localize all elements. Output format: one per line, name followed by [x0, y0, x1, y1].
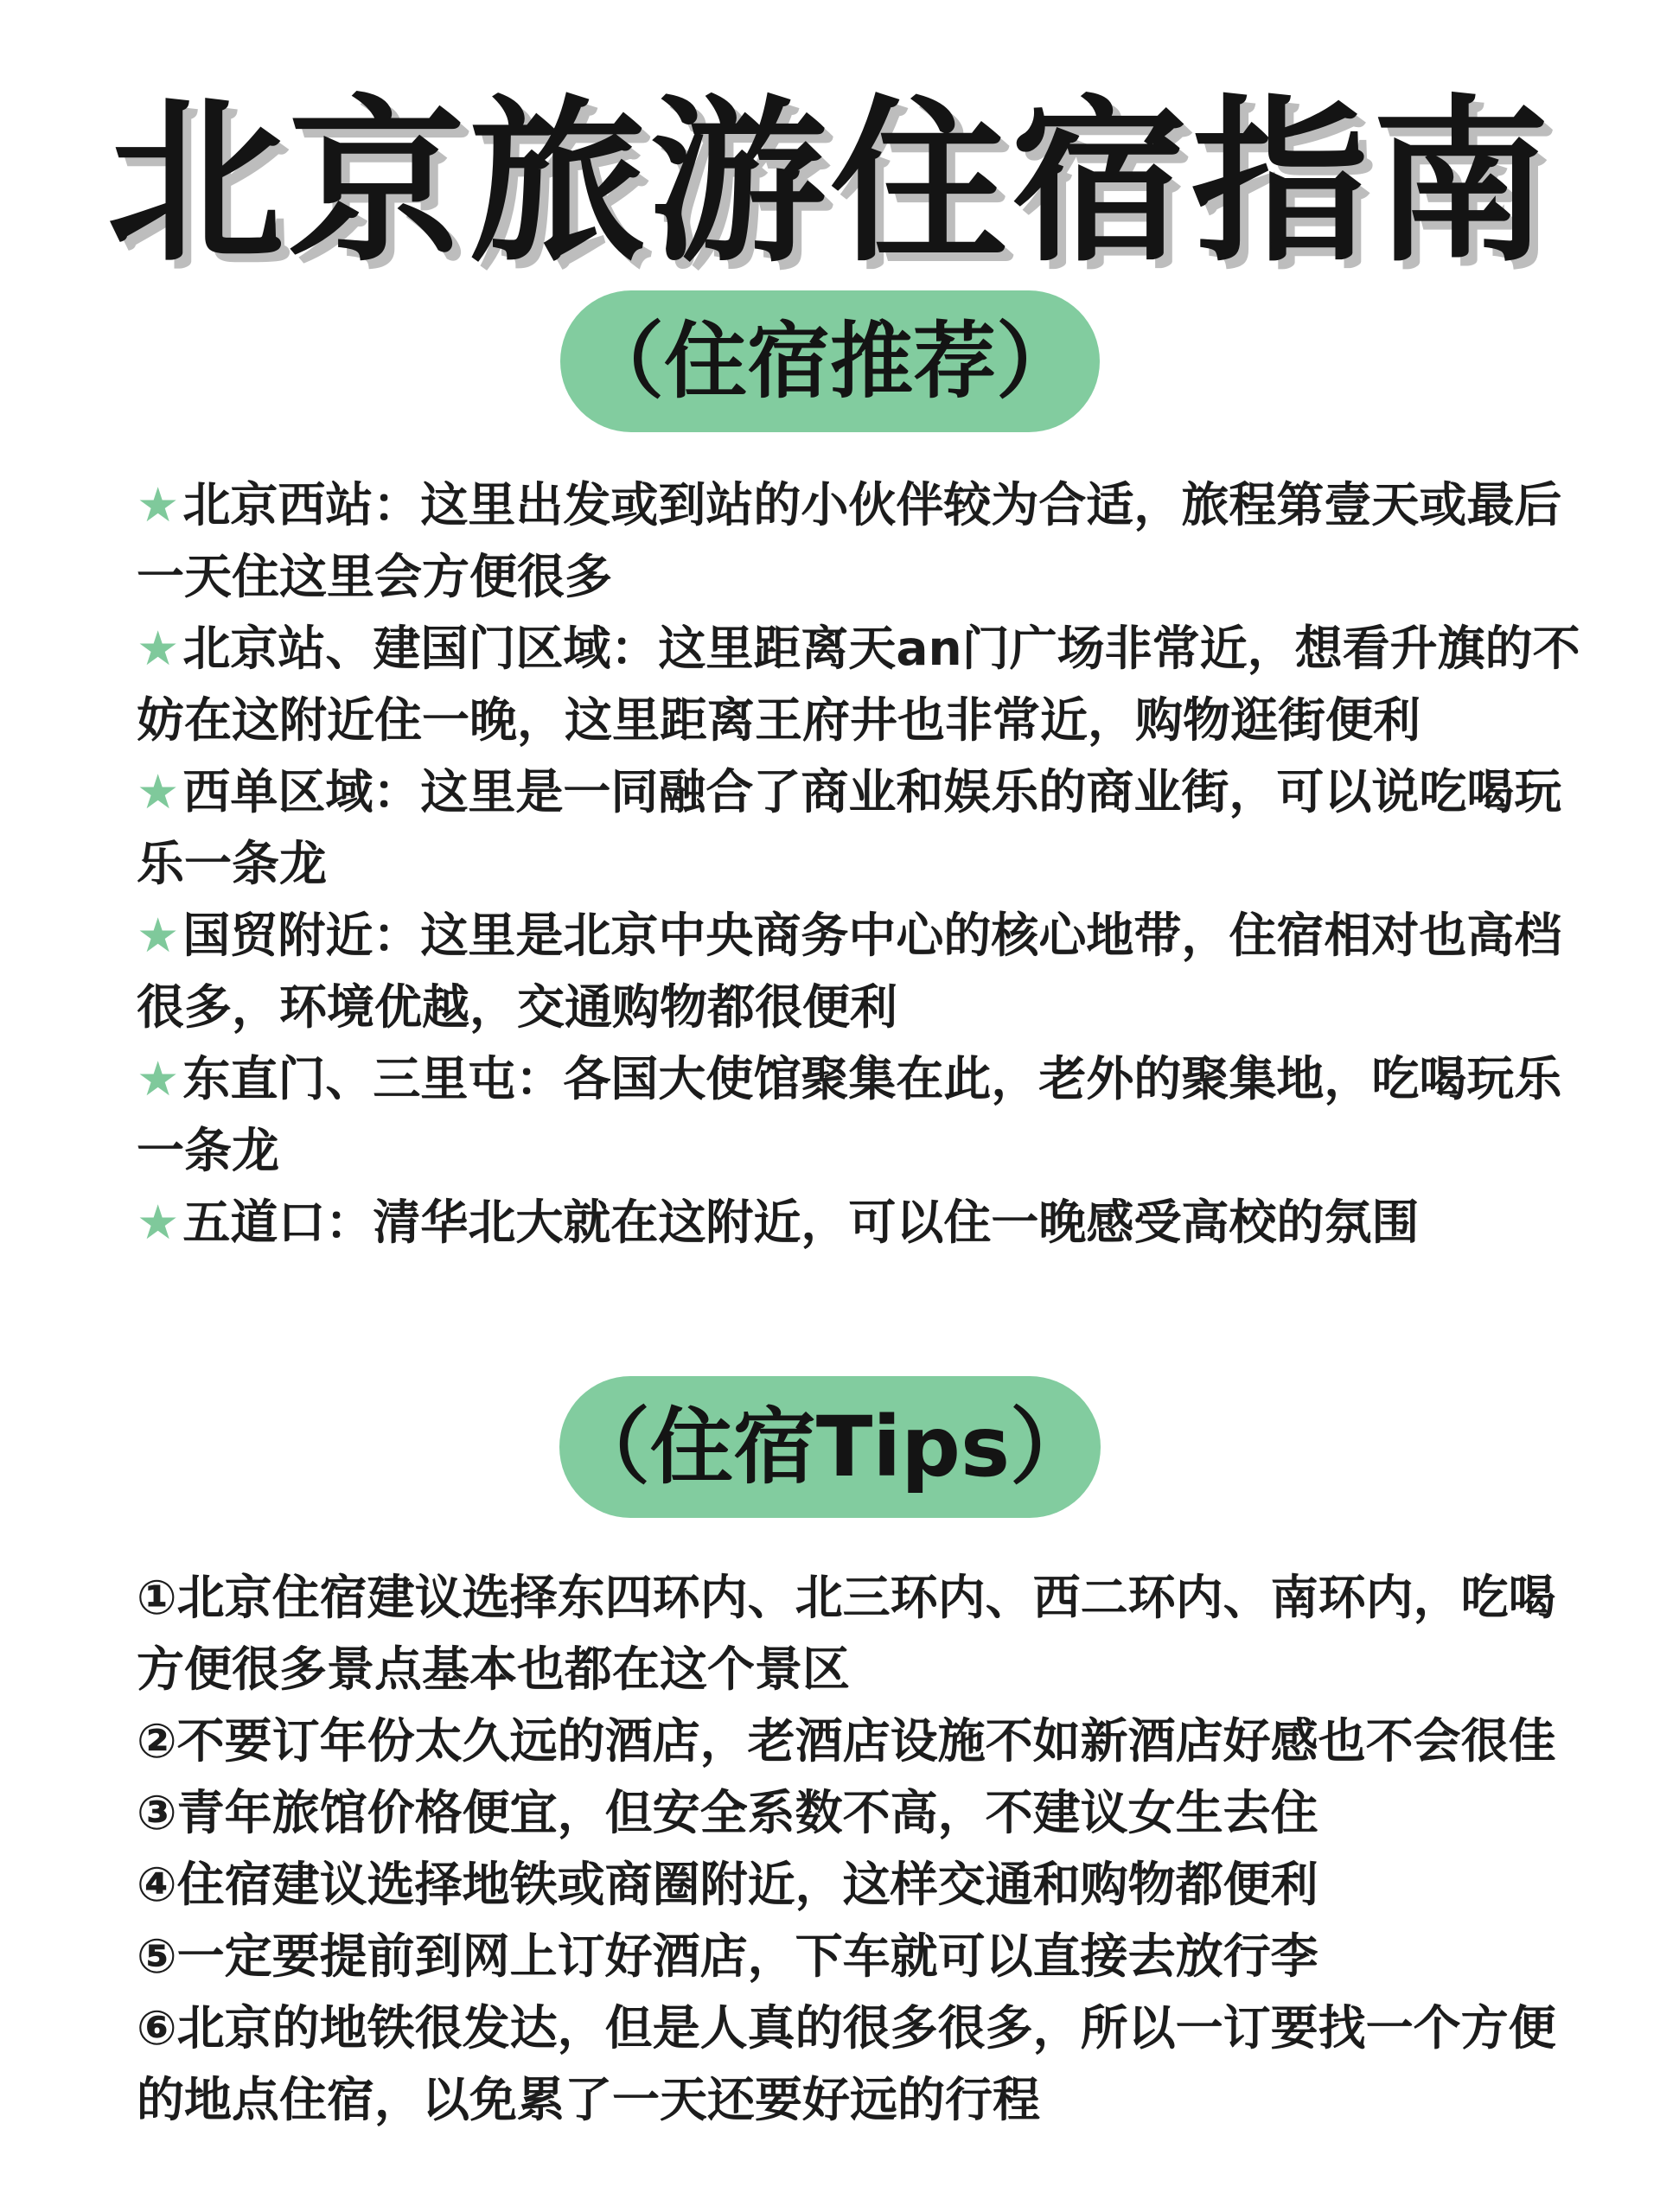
tip-item: ①北京住宿建议选择东四环内、北三环内、西二环内、南环内，吃喝方便很多景点基本也都在这个景区 — [137, 1570, 1556, 1697]
list-item — [137, 756, 1598, 900]
list-item — [137, 613, 1598, 756]
section-heading-recommendations: （住宿推荐） — [560, 290, 1100, 432]
tip-item: ④住宿建议选择地铁或商圈附近，这样交通和购物都便利 — [137, 1857, 1318, 1912]
item-label: 东直门、三里屯： — [182, 1051, 564, 1106]
item-text: 这里距离天an门广场非常近，想看升旗的不妨在这附近住一晚，这里距离王府井也非常近，购物逛街便利 — [137, 621, 1580, 748]
list-item — [137, 900, 1598, 1043]
tip-item: ②不要订年份太久远的酒店，老酒店设施不如新酒店好感也不会很佳 — [137, 1713, 1556, 1769]
tip-item: ⑥北京的地铁很发达，但是人真的很多很多，所以一订要找一个方便的地点住宿，以免累了一天还要好远的行程 — [137, 2000, 1556, 2127]
star-icon: ★ — [137, 764, 180, 819]
item-label: 北京西站： — [182, 477, 421, 532]
item-text: 各国大使馆聚集在此，老外的聚集地，吃喝玩乐一条龙 — [137, 1051, 1562, 1178]
tips-list — [137, 1562, 1598, 2136]
item-label: 五道口： — [182, 1195, 374, 1250]
item-label: 北京站、建国门区域： — [182, 621, 659, 676]
star-icon: ★ — [137, 477, 180, 532]
recommendation-list — [137, 469, 1598, 1259]
star-icon: ★ — [137, 1051, 180, 1106]
item-text: 这里是北京中央商务中心的核心地带，住宿相对也高档很多，环境优越，交通购物都很便利 — [137, 908, 1562, 1035]
item-label: 西单区域： — [182, 764, 421, 819]
tip-item: ⑤一定要提前到网上订好酒店，下车就可以直接去放行李 — [137, 1928, 1318, 1984]
list-item — [137, 1043, 1598, 1187]
page-title: 北京旅游住宿指南 — [107, 80, 1553, 286]
item-text: 这里是一同融合了商业和娱乐的商业街，可以说吃喝玩乐一条龙 — [137, 764, 1562, 891]
section-heading-tips: （住宿Tips） — [559, 1376, 1101, 1518]
star-icon: ★ — [137, 621, 180, 676]
item-label: 国贸附近： — [182, 908, 421, 963]
star-icon: ★ — [137, 908, 180, 963]
list-item — [137, 469, 1598, 613]
item-text: 这里出发或到站的小伙伴较为合适，旅程第壹天或最后一天住这里会方便很多 — [137, 477, 1562, 604]
tip-item: ③青年旅馆价格便宜，但安全系数不高，不建议女生去住 — [137, 1785, 1318, 1840]
list-item — [137, 1187, 1598, 1259]
star-icon: ★ — [137, 1195, 180, 1250]
item-text: 清华北大就在这附近，可以住一晚感受高校的氛围 — [373, 1195, 1420, 1250]
